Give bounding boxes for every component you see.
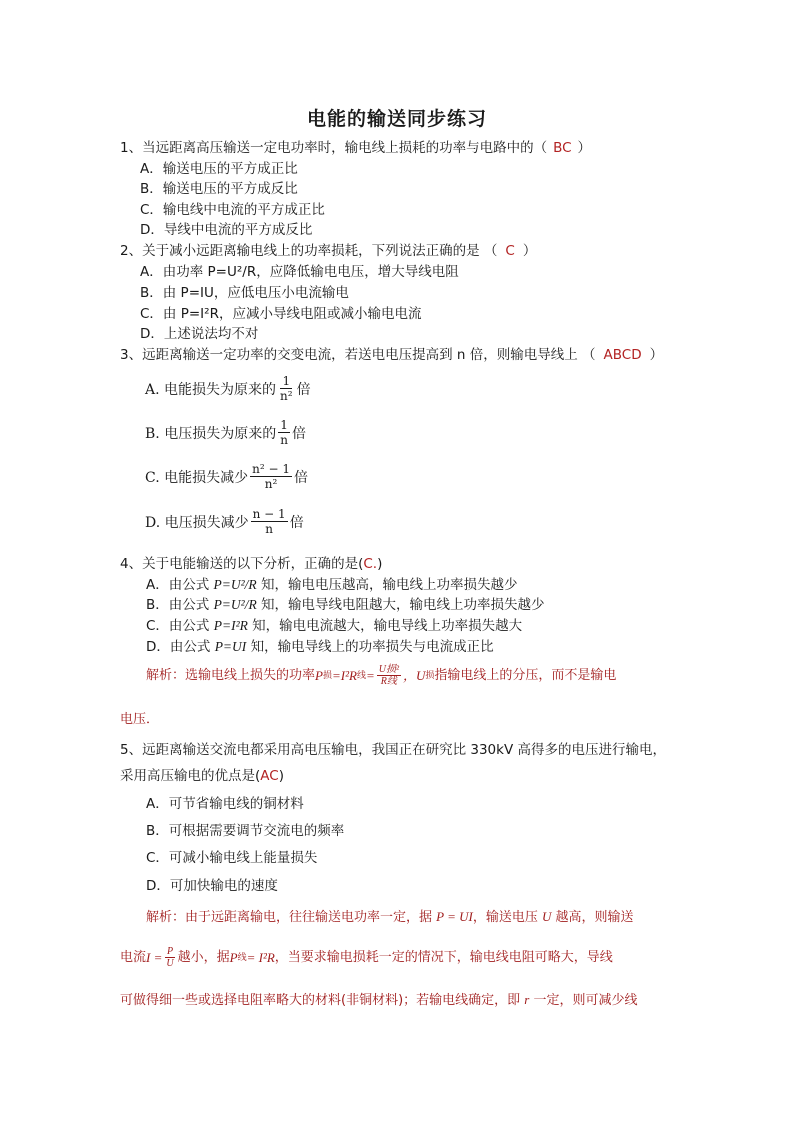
- question-1-option-c: C．输电线中电流的平方成正比: [140, 202, 325, 218]
- page-title: 电能的输送同步练习: [306, 108, 487, 130]
- question-4-answer: C.: [363, 556, 378, 572]
- question-5-option-a: A．可节省输电线的铜材料: [146, 796, 304, 812]
- fraction: $\frac{1}{n}$: [280, 418, 288, 447]
- question-2-option-c: C．由 P=I²R，应减小导线电阻或减小输电电流: [140, 306, 422, 322]
- question-3-option-d: D. 电压损失减少 $\frac{n - 1}{n}$ 倍: [145, 507, 304, 536]
- question-4-explanation-cont: 电压．: [120, 712, 160, 727]
- question-3-option-c: C. 电能损失减少 $\frac{\text{n² − 1}}{\text{n²}}$ 倍: [145, 462, 308, 491]
- question-4-explanation: 解析：选输电线上损失的功率 P 损 =I²R 线 = $\frac{\text{U损²}}{\text{R线}}$ ，U 损 指输电线上的分压，而不是输电: [146, 664, 617, 687]
- fraction: $\frac{\text{U损²}}{\text{R线}}$: [378, 664, 399, 687]
- question-1-answer: BC: [553, 140, 572, 156]
- question-5-option-d: D．可加快输电的速度: [146, 878, 278, 894]
- fraction: $\frac{1}{\text{n²}}$: [280, 374, 293, 403]
- question-5-answer: AC: [260, 768, 279, 784]
- question-5-explanation-line1: 解析：由于远距离输电，往往输送电功率一定，据 P = UI，输送电压 U 越高，则输送: [146, 909, 634, 925]
- question-4-option-a: A．由公式 P=U²/R 知，输电电压越高，输电线上功率损失越少: [146, 577, 518, 593]
- question-4-option-c: C．由公式 P=I²R 知，输电电流越大，输电导线上功率损失越大: [146, 618, 523, 634]
- question-3-answer: ABCD: [603, 347, 642, 363]
- question-2-option-b: B．由 P=IU，应低电压小电流输电: [140, 285, 349, 301]
- question-2-option-d: D．上述说法均不对: [140, 326, 259, 342]
- question-5-option-b: B．可根据需要调节交流电的频率: [146, 823, 345, 839]
- question-4-option-d: D．由公式 P=UI 知，输电导线上的功率损失与电流成正比: [146, 639, 494, 655]
- question-4-option-b: B．由公式 P=U²/R 知，输电导线电阻越大，输电线上功率损失越少: [146, 597, 545, 613]
- question-4-stem: 4、关于电能输送的以下分析，正确的是(C.): [120, 556, 383, 572]
- question-5-option-c: C．可减小输电线上能量损失: [146, 850, 318, 866]
- fraction: $\frac{n - 1}{n}$: [252, 507, 286, 536]
- question-3-option-b: B. 电压损失为原来的 $\frac{1}{n}$ 倍: [145, 418, 306, 447]
- question-2-answer: C: [505, 243, 515, 259]
- question-1-option-d: D．导线中电流的平方成反比: [140, 222, 313, 238]
- fraction: $\frac{\text{n² − 1}}{\text{n²}}$: [252, 462, 290, 491]
- question-5-stem-line2: 采用高压输电的优点是(AC): [120, 768, 284, 784]
- question-1-option-a: A．输送电压的平方成正比: [140, 161, 298, 177]
- question-1-option-b: B．输送电压的平方成反比: [140, 181, 298, 197]
- question-1-stem: 1、当远距离高压输送一定电功率时，输电线上损耗的功率与电路中的（ BC ）: [120, 140, 592, 156]
- question-5-stem-line1: 5、远距离输送交流电都采用高电压输电，我国正在研究比 330kV 高得多的电压进行输电，: [120, 742, 666, 758]
- question-2-stem: 2、关于减小远距离输电线上的功率损耗，下列说法正确的是 （ C ）: [120, 243, 537, 259]
- fraction: $\frac{P}{U}$: [166, 946, 174, 969]
- question-5-explanation-line2: 电流 I = $\frac{P}{U}$ 越小，据 P 线 = I²R ，当要求输电损耗一定的情况下，输电线电阻可略大，导线: [120, 946, 613, 969]
- question-2-option-a: A．由功率 P=U²/R，应降低输电电压，增大导线电阻: [140, 264, 459, 280]
- question-3-stem: 3、远距离输送一定功率的交变电流，若送电电压提高到 n 倍，则输电导线上 （ ABCD ）: [120, 347, 664, 363]
- question-3-option-a: A. 电能损失为原来的 $\frac{1}{\text{n²}}$ 倍: [145, 374, 311, 403]
- question-5-explanation-line3: 可做得细一些或选择电阻率略大的材料(非铜材料)；若输电线确定，即 r 一定，则可减少线: [120, 992, 638, 1008]
